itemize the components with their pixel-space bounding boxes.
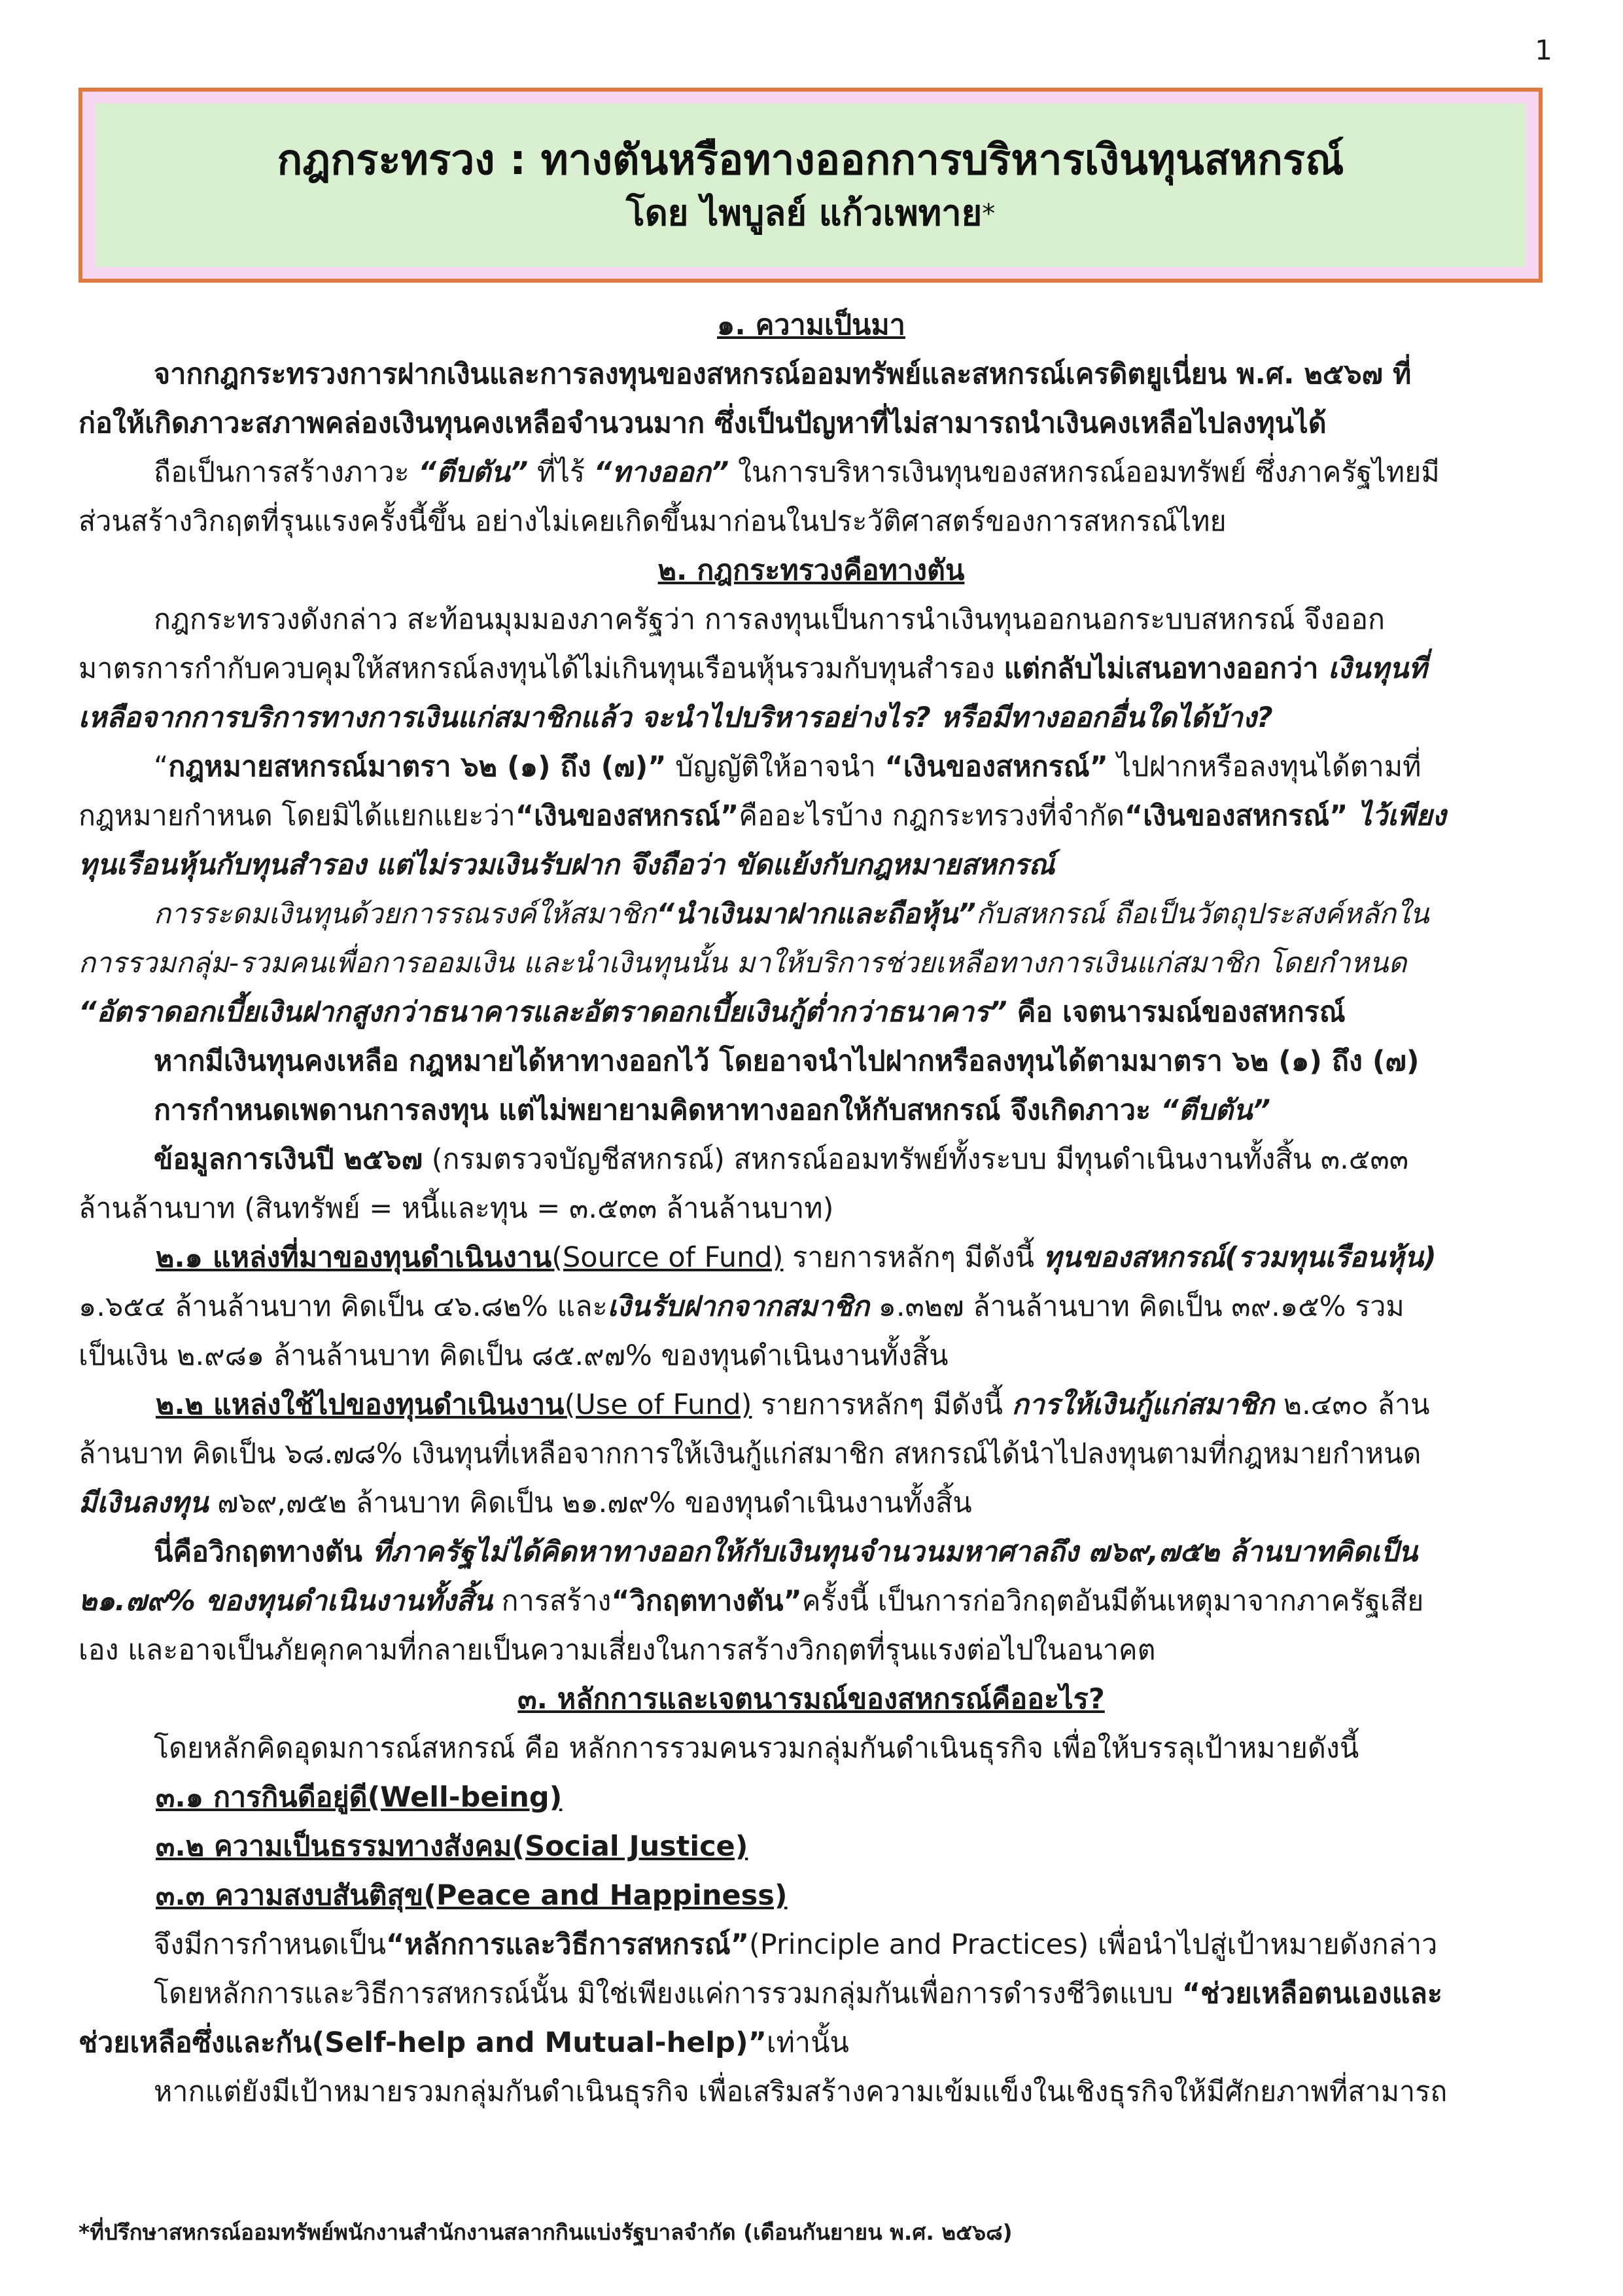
text-run: ๑.๖๕๔ ล้านล้านบาท คิดเป็น ๔๖.๘๒% และ [79,1290,608,1323]
emphasis-text: “เงินของสหกรณ์” [884,751,1108,783]
emphasis-text: เงินทุนที่ [1328,652,1427,685]
paragraph-line [79,1528,1544,1577]
emphasis-text: “ตีบตัน” [1161,1094,1271,1127]
paragraph-line: หากแต่ยังมีเป้าหมายรวมกลุ่มกันดำเนินธุรกิจ เพื่อเสริมสร้างความเข้มแข็งในเชิงธุรกิจให้มีศักยภาพที่สามารถ [154,2075,1448,2108]
emphasis-text: ช่วยเหลือซึ่งและกัน(Self-help and Mutual-help)” [79,2026,767,2059]
emphasis-text: “ทางออก” [593,456,729,489]
footnote: *ที่ปรึกษาสหกรณ์ออมทรัพย์พนักงานสำนักงานสลากกินแบ่งรัฐบาลจำกัด (เดือนกันยายน พ.ศ. ๒๕๖๘) [79,2219,1013,2245]
emphasis-text: “วิกฤตทางตัน” [611,1585,802,1617]
emphasis-text: ๒๑.๗๙% ของทุนดำเนินงานทั้งสิ้น [79,1585,493,1617]
paragraph-line: กฎกระทรวงดังกล่าว สะท้อนมุมมองภาครัฐว่า การลงทุนเป็นการนำเงินทุนออกนอกระบบสหกรณ์ จึงออก [154,603,1386,636]
subsection-heading-en: (Source of Fund) [551,1241,784,1274]
emphasis-text: ที่ภาครัฐไม่ได้คิดหาทางออกให้กับเงินทุนจำนวนมหาศาลถึง ๗๖๙,๗๕๒ ล้านบาทคิดเป็น [372,1536,1418,1568]
paragraph-line [79,1479,1544,1528]
paragraph-line [79,792,1544,841]
section-heading: ๒. กฎกระทรวงคือทางตัน [657,554,965,587]
emphasis-text: “ช่วยเหลือตนเองและ [1181,1977,1442,2010]
paragraph-line: จากกฎกระทรวงการฝากเงินและการลงทุนของสหกรณ์ออมทรัพย์และสหกรณ์เครดิตยูเนี่ยน พ.ศ. ๒๕๖๗ ที่ [154,358,1412,391]
paragraph-line [79,448,1544,497]
list-item: ๓.๒ ความเป็นธรรมทางสังคม(Social Justice) [156,1830,748,1863]
paragraph-line [79,2019,1544,2068]
text-run: ที่ไร้ [528,456,594,489]
document-title: กฎกระทรวง : ทางตันหรือทางออกการบริหารเงินทุนสหกรณ์ [277,136,1344,185]
paragraph-line [79,890,1544,939]
text-run: กฎหมายกำหนด โดยมิได้แยกแยะว่า [79,800,515,832]
paragraph-line: เอง และอาจเป็นภัยคุกคามที่กลายเป็นความเสี่ยงในการสร้างวิกฤตที่รุนแรงต่อไปในอนาคต [79,1634,1156,1667]
title-box [79,88,1543,283]
section-heading: ๑. ความเป็นมา [717,309,905,342]
text-run: ครั้งนี้ เป็นการก่อวิกฤตอันมีต้นเหตุมาจากภาครัฐเสีย [801,1585,1424,1617]
emphasis-text: คือ เจตนารมณ์ของสหกรณ์ [1007,996,1346,1029]
author-footnote-mark: * [982,199,996,230]
subsection-line [79,1233,1544,1282]
text-run: เท่านั้น [766,2026,849,2059]
text-run: รายการหลักๆ มีดังนี้ [752,1388,1012,1421]
emphasis-text: กฎหมายสหกรณ์มาตรา ๖๒ (๑) ถึง (๗)” [168,751,667,783]
paragraph-line: หากมีเงินทุนคงเหลือ กฎหมายได้หาทางออกไว้ โดยอาจนำไปฝากหรือลงทุนได้ตามมาตรา ๖๒ (๑) ถึง (๗) [154,1045,1420,1078]
paragraph-line [79,1135,1544,1184]
paragraph-line: โดยหลักคิดอุดมการณ์สหกรณ์ คือ หลักการรวมคนรวมกลุ่มกันดำเนินธุรกิจ เพื่อให้บรรลุเป้าหมายดังนี้ [154,1732,1359,1765]
text-run: โดยหลักการและวิธีการสหกรณ์นั้น มิใช่เพียงแค่การรวมกลุ่มกันเพื่อการดำรงชีวิตแบบ [154,1977,1182,2010]
text-run: บัญญัติให้อาจนำ [666,751,885,783]
subsection-line [79,1381,1544,1430]
paragraph-line: ล้านล้านบาท (สินทรัพย์ = หนี้และทุน = ๓.๕๓๓ ล้านล้านบาท) [79,1192,834,1225]
paragraph-line [79,988,1544,1037]
emphasis-text: ทุนของสหกรณ์(รวมทุนเรือนหุ้น) [1043,1241,1437,1274]
text-run: จึงมีการกำหนดเป็น [154,1928,387,1961]
author-name: โดย ไพบูลย์ แก้วเพทาย [625,192,983,234]
emphasis-text: เงินรับฝากจากสมาชิก [607,1290,869,1323]
text-run: การระดมเงินทุนด้วยการรณรงค์ให้สมาชิก [154,898,657,930]
text-run: มาตรการกำกับควบคุมให้สหกรณ์ลงทุนได้ไม่เกินทุนเรือนหุ้นรวมกับทุนสำรอง [79,652,1004,685]
text-run: (Principle and Practices) เพื่อนำไปสู่เป้าหมายดังกล่าว [749,1928,1438,1961]
paragraph-line [79,743,1544,792]
title-inner [96,103,1526,267]
text-run: ๑.๓๒๗ ล้านล้านบาท คิดเป็น ๓๙.๑๕% รวม [869,1290,1405,1323]
document-body [79,301,1544,2117]
text-run: (กรมตรวจบัญชีสหกรณ์) สหกรณ์ออมทรัพย์ทั้งระบบ มีทุนดำเนินงานทั้งสิ้น ๓.๕๓๓ [423,1143,1409,1176]
paragraph-line [79,1920,1544,1969]
document-author [626,188,996,238]
text-run: ๗๖๙,๗๕๒ ล้านบาท คิดเป็น ๒๑.๗๙% ของทุนดำเนินงานทั้งสิ้น [208,1487,972,1519]
emphasis-text: “เงินของสหกรณ์” [1124,800,1348,832]
paragraph-line: ล้านบาท คิดเป็น ๖๘.๗๘% เงินทุนที่เหลือจากการให้เงินกู้แก่สมาชิก สหกรณ์ได้นำไปลงทุนตามที่กฎหมายกำหนด [79,1438,1422,1470]
paragraph-line [79,1282,1544,1332]
paragraph-line: เป็นเงิน ๒.๙๘๑ ล้านล้านบาท คิดเป็น ๘๕.๙๗% ของทุนดำเนินงานทั้งสิ้น [79,1339,949,1372]
emphasis-text: “นำเงินมาฝากและถือหุ้น” [656,898,976,930]
subsection-heading: ๒.๒ แหล่งใช้ไปของทุนดำเนินงาน [156,1388,565,1421]
paragraph-line [79,1086,1544,1135]
text-run: การสร้าง [492,1585,612,1617]
text-run: การกำหนดเพดานการลงทุน แต่ไม่พยายามคิดหาทางออกให้กับสหกรณ์ จึงเกิดภาวะ [154,1094,1161,1127]
paragraph-line [79,645,1544,694]
emphasis-text: “อัตราดอกเบี้ยเงินฝากสูงกว่าธนาคารและอัตราดอกเบี้ยเงินกู้ต่ำกว่าธนาคาร” [79,996,1007,1029]
list-item: ๓.๓ ความสงบสันติสุข(Peace and Happiness) [156,1879,788,1912]
emphasis-text: “ตีบตัน” [418,456,529,489]
emphasis-text: การให้เงินกู้แก่สมาชิก [1011,1388,1275,1421]
text-run: คืออะไรบ้าง กฎกระทรวงที่จำกัด [739,800,1125,832]
paragraph-line: ก่อให้เกิดภาวะสภาพคล่องเงินทุนคงเหลือจำนวนมาก ซึ่งเป็นปัญหาที่ไม่สามารถนำเงินคงเหลือไปลงทุนได้ [79,407,1327,440]
emphasis-text: “เงินของสหกรณ์” [515,800,739,832]
text-run: กับสหกรณ์ ถือเป็นวัตถุประสงค์หลักใน [975,898,1429,930]
subsection-heading: ๒.๑ แหล่งที่มาของทุนดำเนินงาน [156,1241,552,1274]
emphasis-text: “หลักการและวิธีการสหกรณ์” [386,1928,750,1961]
page-number: 1 [1535,34,1552,66]
paragraph-line: ส่วนสร้างวิกฤตที่รุนแรงครั้งนี้ขึ้น อย่างไม่เคยเกิดขึ้นมาก่อนในประวัติศาสตร์ของการสหกรณ์ไทย [79,505,1227,538]
emphasis-text: ไว้เพียง [1348,800,1446,832]
paragraph-line [79,1969,1544,2019]
emphasis-text: นี่คือวิกฤตทางตัน [154,1536,372,1568]
paragraph-line: เหลือจากการบริการทางการเงินแก่สมาชิกแล้ว จะนำไปบริหารอย่างไร? หรือมีทางออกอื่นใดได้บ้าง? [79,701,1273,734]
emphasis-text: ข้อมูลการเงินปี ๒๕๖๗ [154,1143,423,1176]
emphasis-text: แต่กลับไม่เสนอทางออกว่า [1003,652,1329,685]
text-run: รายการหลักๆ มีดังนี้ [783,1241,1043,1274]
paragraph-line: ทุนเรือนหุ้นกับทุนสำรอง แต่ไม่รวมเงินรับฝาก จึงถือว่า ขัดแย้งกับกฎหมายสหกรณ์ [79,849,1055,881]
subsection-heading-en: (Use of Fund) [564,1388,752,1421]
paragraph-line [79,1577,1544,1626]
section-heading: ๓. หลักการและเจตนารมณ์ของสหกรณ์คืออะไร? [517,1683,1105,1716]
list-item: ๓.๑ การกินดีอยู่ดี(Well-being) [156,1781,563,1814]
text-run: ถือเป็นการสร้างภาวะ [154,456,419,489]
paragraph-line: การรวมกลุ่ม-รวมคนเพื่อการออมเงิน และนำเงินทุนนั้น มาให้บริการช่วยเหลือทางการเงินแก่สมาชิก โดยกำหนด [79,947,1407,980]
emphasis-text: มีเงินลงทุน [79,1487,209,1519]
text-run: ๒.๔๓๐ ล้าน [1274,1388,1430,1421]
text-run: ไปฝากหรือลงทุนได้ตามที่ [1108,751,1422,783]
text-run: ในการบริหารเงินทุนของสหกรณ์ออมทรัพย์ ซึ่งภาครัฐไทยมี [729,456,1440,489]
text-run: “ [154,751,169,783]
